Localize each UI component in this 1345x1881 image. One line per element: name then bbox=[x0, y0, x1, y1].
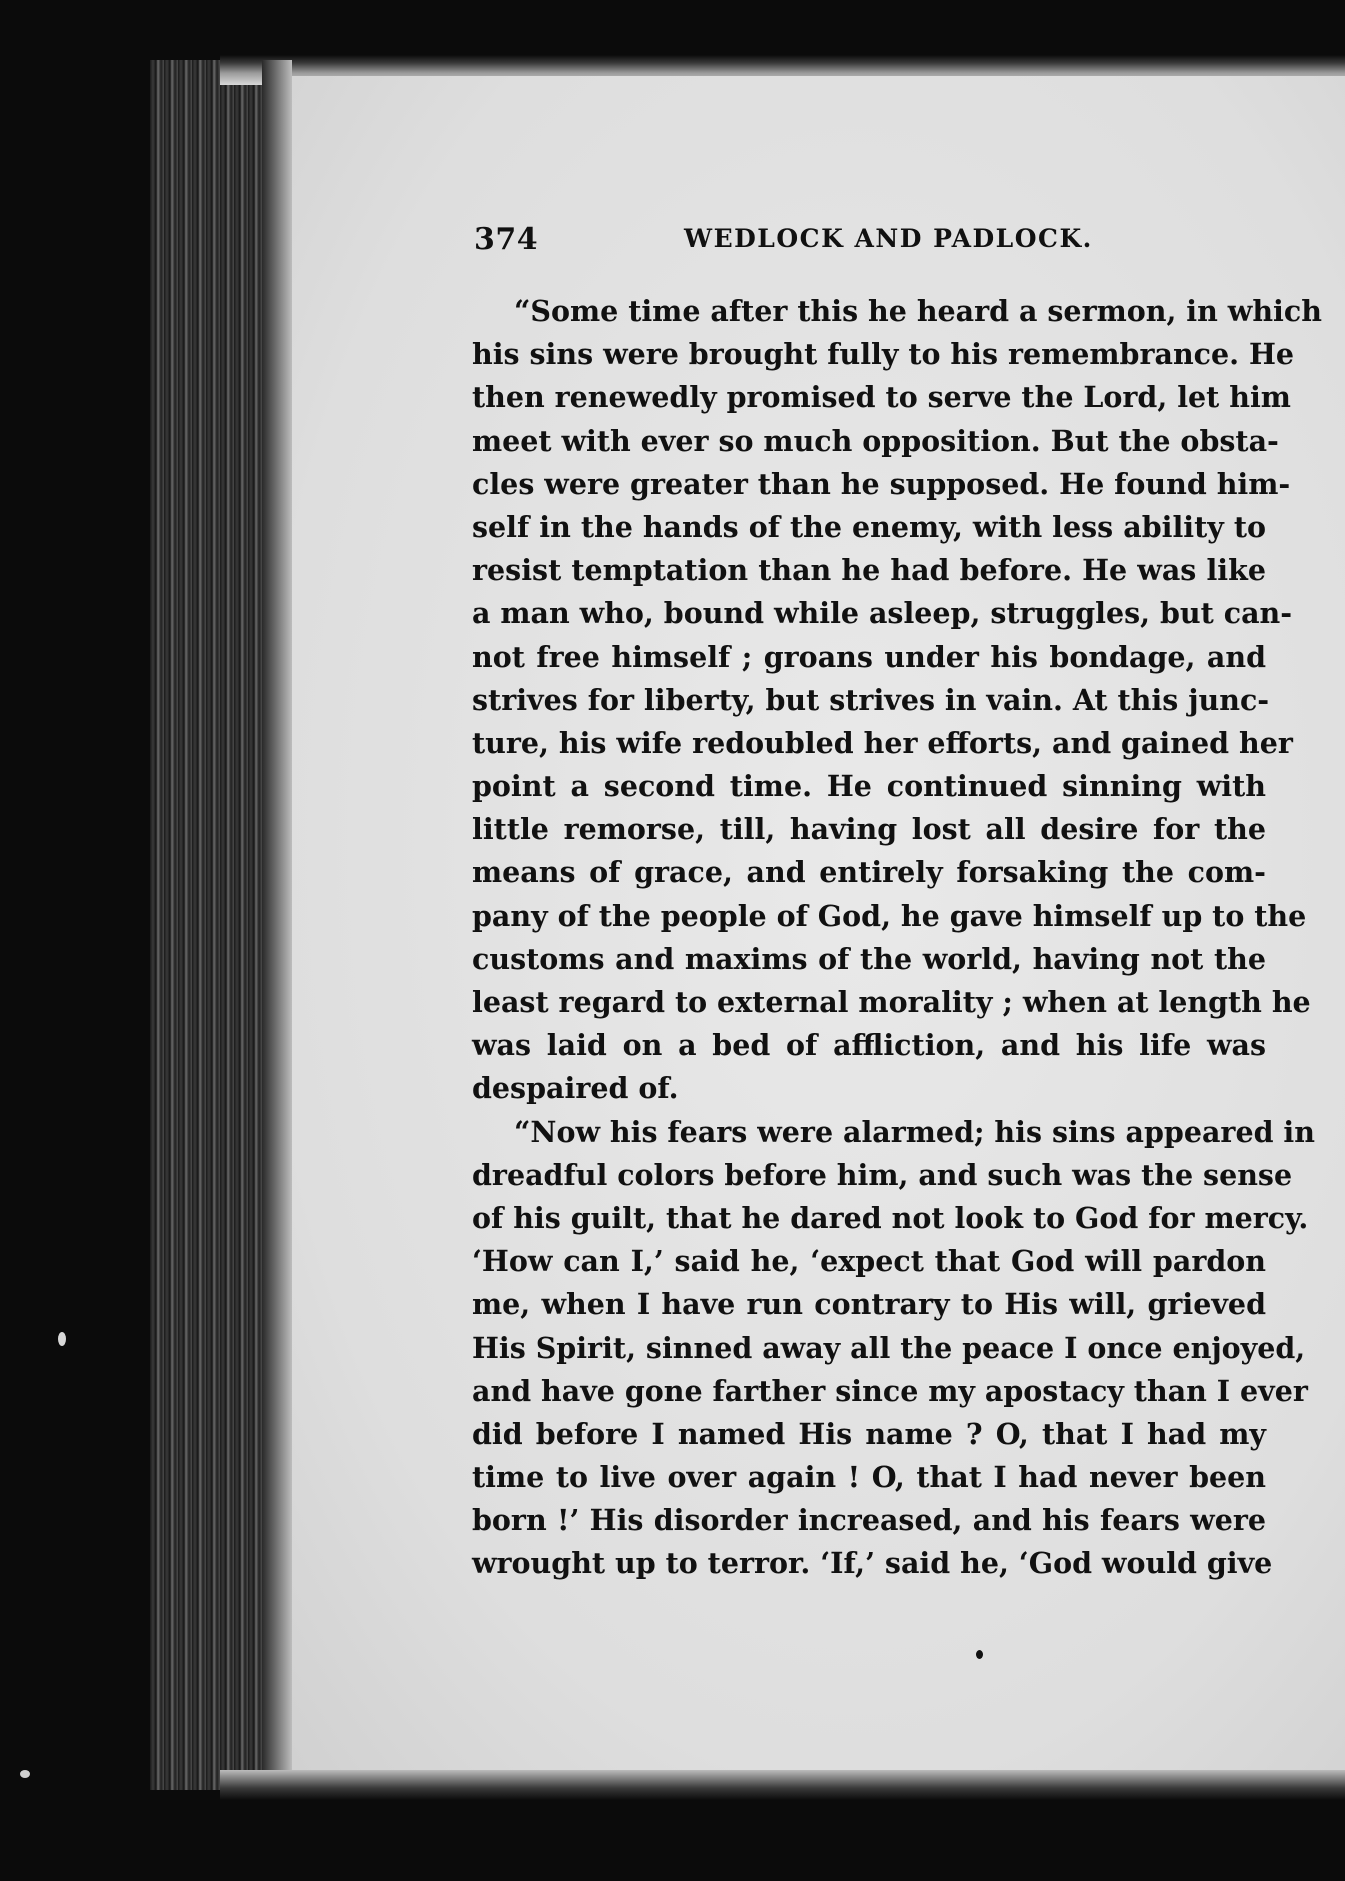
text-line: point a second time. He continued sinning with bbox=[472, 769, 1266, 804]
ink-speck bbox=[976, 1650, 983, 1659]
text-line: despaired of. bbox=[472, 1071, 679, 1106]
gutter-shadow bbox=[262, 60, 292, 1790]
text-line: “Now his fears were alarmed; his sins appeared in bbox=[514, 1114, 1315, 1149]
text-line: ‘How can I,’ said he, ‘expect that God will pardon bbox=[472, 1244, 1266, 1279]
text-line: then renewedly promised to serve the Lord, let him bbox=[472, 380, 1291, 415]
text-line: meet with ever so much opposition. But the obsta- bbox=[472, 423, 1279, 458]
text-line: was laid on a bed of affliction, and his life was bbox=[472, 1028, 1266, 1063]
body-text bbox=[472, 290, 1322, 1586]
text-line: did before I named His name ? O, that I had my bbox=[472, 1416, 1266, 1451]
text-line: a man who, bound while asleep, struggles, but can- bbox=[472, 596, 1293, 631]
text-line: wrought up to terror. ‘If,’ said he, ‘God would give bbox=[472, 1546, 1273, 1581]
ink-speck bbox=[58, 1332, 66, 1346]
text-line: me, when I have run contrary to His will, grieved bbox=[472, 1287, 1266, 1322]
paragraph bbox=[472, 1111, 1315, 1586]
text-line: strives for liberty, but strives in vain. At this junc- bbox=[472, 682, 1270, 717]
running-head: WEDLOCK AND PADLOCK. bbox=[684, 224, 1093, 253]
text-line: “Some time after this he heard a sermon, in which bbox=[514, 294, 1322, 328]
ink-speck bbox=[20, 1770, 30, 1778]
text-line: customs and maxims of the world, having not the bbox=[472, 941, 1266, 976]
text-line: ture, his wife redoubled her efforts, and gained her bbox=[472, 725, 1293, 760]
text-line: dreadful colors before him, and such was the sense bbox=[472, 1157, 1293, 1192]
paragraph bbox=[472, 290, 1322, 1111]
text-line: and have gone farther since my apostacy than I ever bbox=[472, 1373, 1308, 1408]
text-line: least regard to external morality ; when at length he bbox=[472, 985, 1311, 1019]
text-line: resist temptation than he had before. He was like bbox=[472, 553, 1266, 588]
text-line: little remorse, till, having lost all desire for the bbox=[472, 812, 1266, 847]
book-binding bbox=[150, 60, 265, 1790]
text-line: pany of the people of God, he gave himself up to the bbox=[472, 898, 1307, 933]
text-line: means of grace, and entirely forsaking the com- bbox=[472, 855, 1266, 890]
text-line: self in the hands of the enemy, with less ability to bbox=[472, 509, 1266, 544]
page-number: 374 bbox=[474, 222, 539, 257]
page-bottom-edge bbox=[220, 1770, 1345, 1800]
text-line: cles were greater than he supposed. He found him- bbox=[472, 466, 1291, 501]
text-line: his sins were brought fully to his remembrance. He bbox=[472, 337, 1295, 372]
text-line: time to live over again ! O, that I had never been bbox=[472, 1460, 1266, 1495]
text-line: born !’ His disorder increased, and his fears were bbox=[472, 1503, 1266, 1538]
text-line: of his guilt, that he dared not look to God for mercy. bbox=[472, 1200, 1309, 1235]
text-line: His Spirit, sinned away all the peace I once enjoyed, bbox=[472, 1330, 1306, 1365]
text-line: not free himself ; groans under his bondage, and bbox=[472, 639, 1266, 674]
